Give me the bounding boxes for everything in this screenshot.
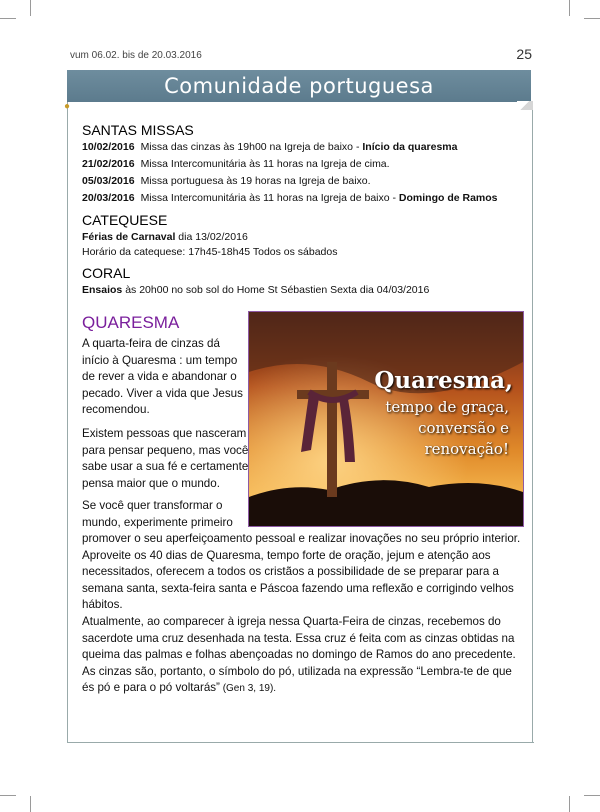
crop-mark bbox=[0, 795, 16, 796]
crop-mark bbox=[569, 0, 570, 16]
page-number: 25 bbox=[516, 46, 532, 62]
paragraph: Se você quer transformar o mundo, experimente primeiro promover o seu aperfeiçoamento pessoal e realizar inovações no seu próprio interior. Aproveite os 40 dias de Quaresma, tempo forte de oração, jejum e atenção aos necessitados, oferecem a todos os cristãos a possibilidade de se preparar para a semana santa, sexta-feira santa e Páscoa fazendo uma reflexão e corrigindo velhos hábitos. bbox=[82, 499, 521, 611]
paragraph: Atualmente, ao comparecer à igreja nessa Quarta-Feira de cinzas, recebemos do sacerdote uma cruz desenhada na testa. Essa cruz é feita com as cinzas obtidas na queima das palmas e folhas abençoadas no domingo de Ramos do ano precedente. As cinzas são, portanto, o símbolo do pó, utilizada na expressão “Lembra-te de que és pó e para o pó voltarás” (Gen 3, 19). bbox=[82, 615, 516, 694]
page-title: Comunidade portuguesa bbox=[67, 70, 531, 102]
lent-cross-image bbox=[248, 311, 524, 527]
section-title-coral: CORAL bbox=[82, 265, 131, 281]
page-curl-icon bbox=[517, 101, 533, 110]
crop-mark bbox=[584, 18, 600, 19]
crop-mark bbox=[30, 796, 31, 812]
frame-edge bbox=[532, 108, 533, 742]
missa-item: 21/02/2016 Missa Intercomunitária às 11 horas na Igreja de cima. bbox=[82, 158, 390, 170]
section-title-quaresma: QUARESMA bbox=[82, 313, 180, 332]
image-caption: conversão e bbox=[418, 419, 509, 437]
catequese-horario: Horário da catequese: 17h45-18h45 Todos os sábados bbox=[82, 246, 338, 258]
image-caption: renovação! bbox=[424, 440, 509, 458]
page-header bbox=[70, 46, 532, 66]
image-caption: tempo de graça, bbox=[385, 398, 509, 416]
issue-label: vum 06.02. bis de 20.03.2016 bbox=[70, 50, 202, 61]
missa-item: 05/03/2016 Missa portuguesa às 19 horas na Igreja de baixo. bbox=[82, 175, 371, 187]
catequese-ferias: Férias de Carnaval dia 13/02/2016 bbox=[82, 231, 248, 243]
paragraph: A quarta-feira de cinzas dá início à Quaresma : um tempo de rever a vida e abandonar o pecado. Viver a vida que Jesus recomendou. bbox=[82, 337, 243, 416]
crop-mark bbox=[0, 18, 16, 19]
image-caption-title: Quaresma, bbox=[374, 367, 513, 394]
paragraph: Existem pessoas que nasceram para pensar pequeno, mas você sabe usar a sua fé e certamente pensa maior que o mundo. bbox=[82, 427, 249, 490]
crop-mark bbox=[30, 0, 31, 16]
section-title-catequese: CATEQUESE bbox=[82, 212, 168, 228]
missa-item: 20/03/2016 Missa Intercomunitária às 11 horas na Igreja de baixo - Domingo de Ramos bbox=[82, 192, 498, 204]
crop-mark bbox=[584, 795, 600, 796]
coral-ensaios: Ensaios às 20h00 no sob sol do Home St Sébastien Sexta dia 04/03/2016 bbox=[82, 284, 430, 296]
crop-mark bbox=[569, 796, 570, 812]
section-title-missas: SANTAS MISSAS bbox=[82, 122, 194, 138]
missa-item: 10/02/2016 Missa das cinzas às 19h00 na Igreja de baixo - Início da quaresma bbox=[82, 141, 458, 153]
pin-icon: ● bbox=[64, 101, 71, 112]
